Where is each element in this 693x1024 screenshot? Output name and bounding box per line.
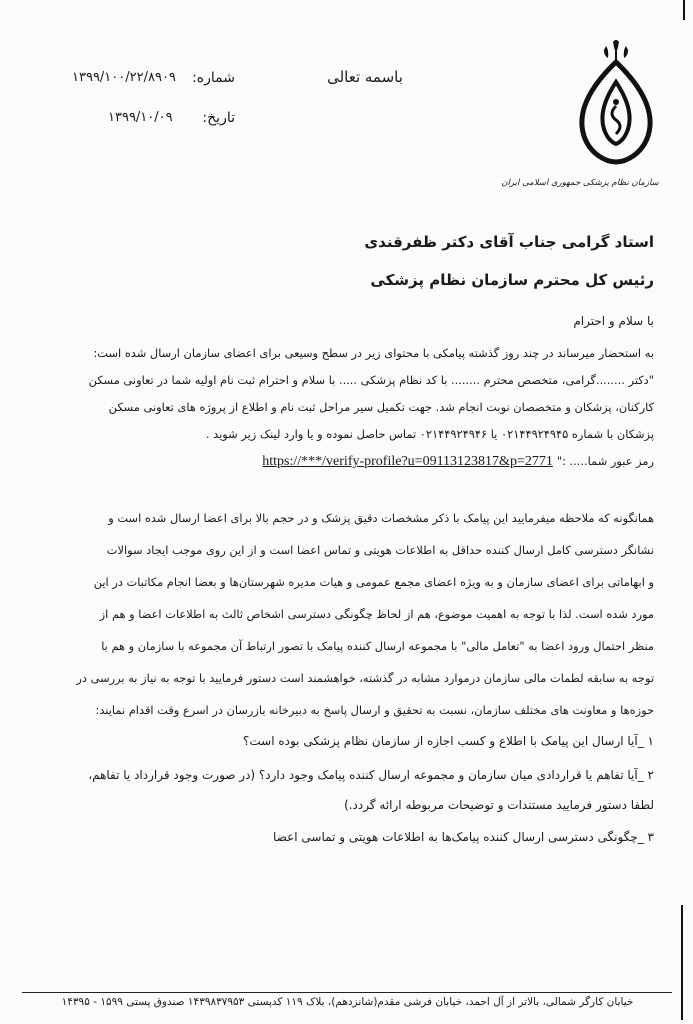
body-line: همانگونه که ملاحظه میفرمایید این پیامک با ذکر مشخصات دقیق پزشک و در حجم بالا برای اعضا ارسال شده است و (108, 511, 654, 525)
org-logo (566, 36, 666, 186)
scan-edge-top-right (683, 0, 685, 20)
question-3: ۳ _چگونگی دسترسی ارسال کننده پیامک‌ها به اطلاعات هویتی و تماسی اعضا (273, 830, 654, 844)
addressee-line-2: رئیس کل محترم سازمان نظام پزشکی (370, 271, 654, 289)
question-1: ۱ _آیا ارسال این پیامک با اطلاع و کسب اجازه از سازمان نظام پزشکی بوده است؟ (243, 734, 654, 748)
body-line: حوزه‌ها و معاونت های مختلف سازمان، نسبت به تحقیق و ارسال پاسخ به دبیرخانه بازرسان در اسرع وقت اقدام نمایند: (95, 703, 654, 717)
body-line: پزشکان با شماره ۰۲۱۴۴۹۲۴۹۴۵ یا ۰۲۱۴۴۹۲۴۹۴۶ تماس حاصل نموده و یا وارد لینک زیر شوید . (205, 427, 654, 441)
body-line: مورد شده است. لذا با توجه به اهمیت موضوع، هم از لحاظ چگونگی دسترسی اشخاص ثالث به اطلاعات اعضا و هم از (99, 607, 654, 621)
letter-number-label: شماره: (192, 70, 235, 86)
question-2-line-1: ۲ _آیا تفاهم یا قراردادی میان سازمان و مجموعه ارسال کننده پیامک وجود دارد؟ (در صورت وجود قرارداد یا تفاهم، (88, 768, 654, 782)
greeting: با سلام و احترام (573, 314, 654, 328)
body-line: "دکتر ........گرامی، متخصص محترم ........ با کد نظام پزشکی ..... با سلام و احترام ثبت نام اولیه شما در تعاونی مسکن (88, 373, 654, 387)
body-line: نشانگر دسترسی کامل ارسال کننده حداقل به اطلاعات هویتی و تماس اعضا است و از این روی موجب ایجاد سوالات (106, 543, 654, 557)
body-line: و ابهاماتی برای اعضای سازمان و به ویژه اعضای مجمع عمومی و هیات مدیره شهرستان‌ها و بعضا انجام مکاتبات در این (93, 575, 654, 589)
addressee-line-1: استاد گرامی جناب آقای دکتر ظفرقندی (364, 233, 654, 251)
body-line: منظر احتمال ورود اعضا به "تعامل مالی" با مجموعه ارسال کننده پیامک با تصور ارتباط آن مجموعه با سازمان و هم با (101, 639, 654, 653)
password-text: رمز عبور شما..... :" (556, 454, 654, 468)
org-name: سازمان نظام پزشکی جمهوری اسلامی ایران (501, 178, 659, 188)
body-line: به استحضار میرساند در چند روز گذشته پیامکی با محتوای زیر در سطح وسیعی برای اعضای سازمان ارسال شده است: (93, 346, 654, 360)
question-2-line-2: لطفا دستور فرمایید مستندات و توضیحات مربوطه ارائه گردد.) (344, 798, 654, 812)
footer-address: خیابان کارگر شمالی، بالاتر از آل احمد، خیابان فرشی مقدم(شانزدهم)، بلاک ۱۱۹ کدپستی ۱۴۳۹۸۳۷۹۵۳ صندوق پستی ۱۵۹۹ - ۱۴۳۹۵ (61, 996, 634, 1008)
body-paragraph-1 (50, 340, 654, 475)
body-paragraph-2 (40, 502, 654, 726)
link-line (50, 448, 654, 475)
letter-date-label: تاریخ: (202, 110, 235, 126)
body-line: توجه به سابقه لطمات مالی سازمان درموارد مشابه در گذشته، خواهشمند است دستور فرمایید با توجه به نیاز به بررسی در (76, 671, 654, 685)
medical-council-emblem-icon (566, 36, 666, 186)
footer-divider (22, 992, 672, 993)
verify-profile-link[interactable]: https://***/verify-profile?u=09113123817&p=2771 (262, 454, 553, 469)
invocation: باسمه تعالی (327, 68, 403, 86)
scan-edge-right (681, 905, 683, 1020)
letter-date-value: ۱۳۹۹/۱۰/۰۹ (108, 110, 173, 125)
letter-number-value: ۱۳۹۹/۱۰۰/۲۲/۸۹۰۹ (72, 70, 176, 85)
body-line: کارکنان، پزشکان و متخصصان نوبت انجام شد. جهت تکمیل سیر مراحل ثبت نام و اطلاع از پروژه های تعاونی مسکن (108, 400, 654, 414)
